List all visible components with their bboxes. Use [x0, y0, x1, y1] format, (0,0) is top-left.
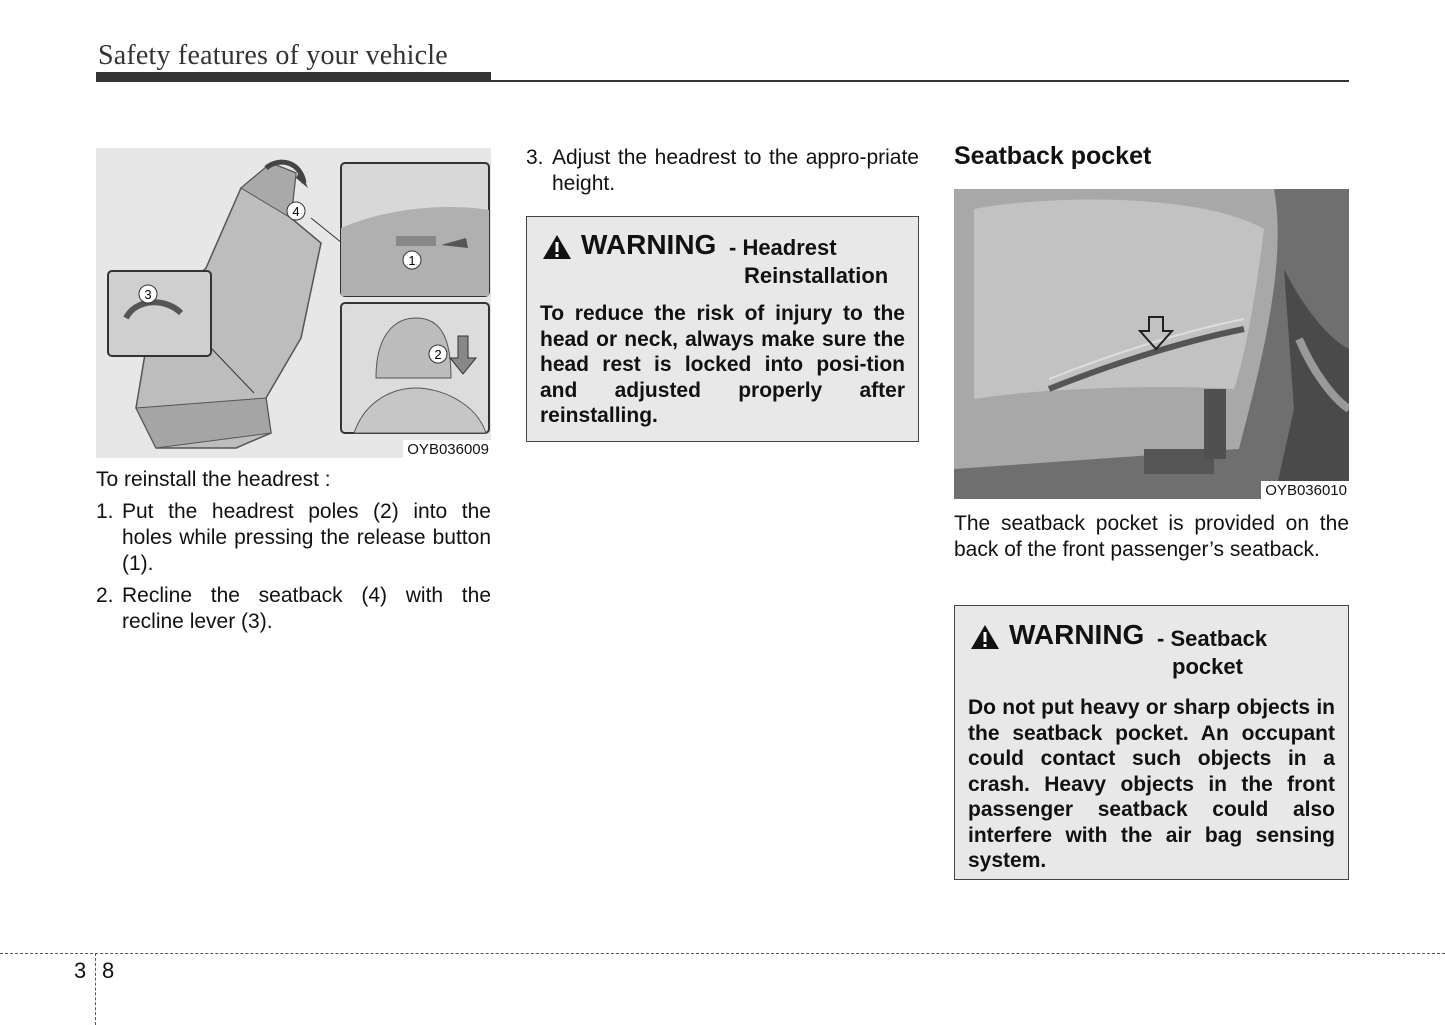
warning-title-1: - Seatback [1157, 626, 1268, 651]
callout-2: 2 [434, 347, 442, 362]
callout-4: 4 [292, 204, 300, 219]
warning-box-pocket [954, 605, 1349, 880]
headrest-figure [96, 148, 491, 458]
warning-title-2: Reinstallation [744, 263, 889, 288]
reinstall-intro: To reinstall the headrest : [96, 468, 331, 491]
warning-title-2: pocket [1172, 654, 1243, 679]
step-number: 1. [96, 500, 114, 523]
seatback-pocket-figure [954, 189, 1349, 499]
step-text: Adjust the headrest to the appro-priate height. [552, 146, 919, 195]
page-header-title: Safety features of your vehicle [98, 40, 448, 71]
warning-heading [540, 229, 905, 301]
figure-code: OYB036010 [1261, 481, 1349, 499]
step-text: Recline the seatback (4) with the recline lever (3). [122, 584, 491, 633]
page-number: 8 [102, 958, 115, 983]
warning-body: Do not put heavy or sharp objects in the seatback pocket. An occupant could contact such objects in a crash. Heavy objects in the front passenger seatback could also interfere with the air bag sensing system. [968, 696, 1335, 872]
left-column-text [96, 467, 491, 635]
warning-label: WARNING [1009, 619, 1145, 650]
step-3 [526, 145, 919, 197]
seatback-pocket-illustration [954, 189, 1349, 499]
callout-3: 3 [144, 287, 152, 302]
footer-dashed-divider [95, 953, 96, 1025]
headrest-illustration [96, 148, 491, 458]
section-number: 3 [74, 958, 87, 983]
warning-heading [968, 621, 1335, 695]
pocket-description: The seatback pocket is provided on the back of the front passenger’s seatback. [954, 512, 1349, 561]
warning-title-1: - Headrest [729, 235, 837, 260]
callout-1: 1 [408, 253, 416, 268]
warning-triangle-icon [542, 234, 572, 260]
header-rule [96, 80, 1349, 82]
step-number: 3. [526, 146, 544, 169]
step-1 [96, 499, 491, 577]
warning-body: To reduce the risk of injury to the head or neck, always make sure the head rest is locked into posi-tion and adjusted properly after reinstalling. [540, 302, 905, 427]
section-title: Seatback pocket [954, 142, 1152, 170]
figure-code: OYB036009 [403, 440, 491, 458]
step-2 [96, 583, 491, 635]
step-text: Put the headrest poles (2) into the holes while pressing the release button (1). [122, 500, 491, 575]
warning-triangle-icon [970, 624, 1000, 650]
footer-dashed-line [0, 953, 1445, 954]
warning-label: WARNING [581, 229, 717, 260]
step-number: 2. [96, 584, 114, 607]
warning-box-headrest [526, 216, 919, 442]
